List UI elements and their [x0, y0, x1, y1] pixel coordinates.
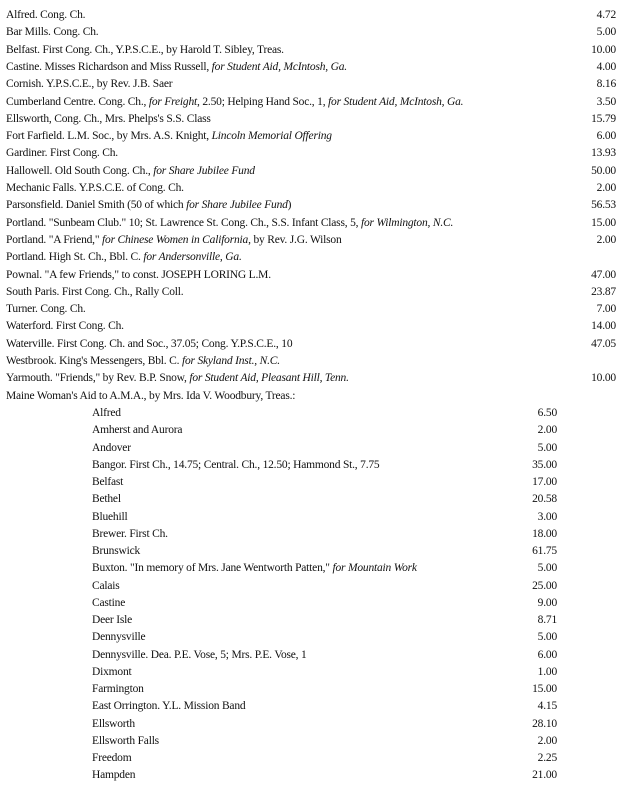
entry-segment: Bar Mills. Cong. Ch.	[6, 26, 99, 39]
entry-amount: 2.25	[537, 752, 557, 764]
entry-segment: Turner. Cong. Ch.	[6, 303, 86, 316]
entry-text	[92, 664, 132, 681]
list-item	[0, 318, 628, 335]
list-item	[0, 163, 628, 180]
entry-amount: 10.00	[591, 43, 616, 56]
list-item	[0, 215, 628, 232]
list-item	[0, 42, 628, 59]
entry-amount: 35.00	[532, 458, 557, 471]
entry-segment: )	[287, 199, 292, 212]
entry-amount: 14.00	[591, 320, 616, 333]
entry-segment: , 2.50; Helping Hand Soc., 1,	[197, 95, 329, 108]
entry-segment: Bethel	[92, 493, 121, 506]
entry-amount: 50.00	[591, 164, 616, 177]
entry-segment: Bangor. First Ch., 14.75; Central. Ch., 12.50; Hammond St., 7.75	[92, 458, 380, 471]
entry-segment: Ellsworth, Cong. Ch., Mrs. Phelps's S.S. Class	[6, 112, 211, 125]
entry-segment: Calais	[92, 579, 120, 592]
entry-text	[6, 197, 291, 214]
entry-purpose: for Student Aid, Pleasant Hill, Tenn.	[189, 372, 349, 385]
entry-purpose: for Student Aid, McIntosh, Ga.	[328, 95, 464, 108]
list-item	[0, 111, 628, 128]
entry-text	[92, 422, 182, 439]
list-item	[0, 388, 628, 405]
list-item	[0, 716, 628, 733]
list-item	[0, 733, 628, 750]
entry-segment: Fort Farfield. L.M. Soc., by Mrs. A.S. Knight,	[6, 130, 212, 143]
entry-amount: 3.50	[596, 95, 616, 108]
list-item	[0, 301, 628, 318]
entry-amount: 15.00	[532, 683, 557, 695]
entry-segment: Farmington	[92, 683, 144, 695]
entry-amount: 5.00	[537, 562, 557, 575]
entry-segment: Maine Woman's Aid to A.M.A., by Mrs. Ida V. Woodbury, Treas.:	[6, 389, 296, 402]
entry-segment: Andover	[92, 441, 131, 454]
entry-text	[92, 457, 379, 474]
list-item	[0, 647, 628, 664]
list-item	[0, 681, 628, 698]
entry-amount: 25.00	[532, 579, 557, 592]
entry-text	[6, 336, 292, 353]
entry-text	[6, 76, 172, 93]
list-item	[0, 59, 628, 76]
list-item	[0, 76, 628, 93]
entry-text	[6, 267, 271, 284]
entry-segment: Alfred. Cong. Ch.	[6, 9, 86, 21]
entry-text	[6, 215, 453, 232]
list-item	[0, 94, 628, 111]
entry-text	[6, 59, 347, 76]
list-item	[0, 543, 628, 560]
entry-amount: 4.00	[596, 60, 616, 73]
entry-amount: 1.00	[537, 665, 557, 678]
entry-text	[92, 629, 145, 646]
list-item	[0, 422, 628, 439]
entry-purpose: for Andersonville, Ga.	[143, 251, 242, 264]
entry-text	[92, 440, 131, 457]
entry-segment: Buxton. "In memory of Mrs. Jane Wentworth Patten,"	[92, 562, 333, 575]
entry-amount: 13.93	[591, 147, 616, 160]
entry-text	[6, 180, 184, 197]
entry-segment: Ellsworth Falls	[92, 734, 159, 747]
entry-text	[6, 301, 86, 318]
entry-amount: 15.79	[591, 112, 616, 125]
list-item	[0, 526, 628, 543]
entry-amount: 7.00	[596, 303, 616, 316]
entry-segment: Cumberland Centre. Cong. Ch.,	[6, 95, 149, 108]
list-item	[0, 267, 628, 284]
list-item	[0, 698, 628, 715]
entry-amount: 6.50	[537, 407, 557, 419]
entry-amount: 8.16	[596, 78, 616, 91]
entry-segment: Portland. "A Friend,"	[6, 233, 103, 246]
entry-text	[92, 750, 131, 767]
entry-purpose: for Freight	[148, 95, 198, 108]
entry-text	[6, 111, 211, 128]
list-item	[0, 197, 628, 214]
entry-amount: 9.00	[537, 596, 557, 609]
entry-text	[92, 733, 159, 750]
entry-segment: Castine. Misses Richardson and Miss Russell,	[6, 60, 212, 73]
list-item	[0, 474, 628, 491]
entry-segment: Castine	[92, 596, 126, 609]
entry-amount: 8.71	[537, 614, 557, 626]
list-item	[0, 405, 628, 422]
entry-segment: Parsonsfield. Daniel Smith (50 of which	[6, 199, 187, 212]
entry-segment: , by Rev. J.G. Wilson	[248, 233, 342, 246]
entry-amount: 23.87	[591, 285, 616, 298]
entry-segment: Waterford. First Cong. Ch.	[6, 320, 124, 333]
list-item	[0, 353, 628, 370]
list-item	[0, 232, 628, 249]
entry-text	[6, 163, 255, 180]
entry-segment: Dennysville	[92, 631, 146, 644]
entry-segment: Cornish. Y.P.S.C.E., by Rev. J.B. Saer	[6, 78, 173, 91]
entry-purpose: for Mountain Work	[332, 562, 417, 575]
entry-purpose: for Share Jubilee Fund	[186, 199, 288, 212]
entry-text	[6, 370, 349, 387]
entry-segment: Brunswick	[92, 545, 141, 557]
list-item	[0, 750, 628, 767]
entry-purpose: for Chinese Women in California	[102, 233, 249, 246]
entry-segment: Westbrook. King's Messengers, Bbl. C.	[6, 355, 182, 367]
entry-amount: 4.15	[537, 700, 557, 713]
list-item	[0, 145, 628, 162]
list-item	[0, 249, 628, 266]
entry-text	[92, 595, 125, 612]
entry-amount: 28.10	[532, 717, 557, 730]
entry-amount: 5.00	[537, 441, 557, 454]
entry-amount: 56.53	[591, 199, 616, 212]
entry-segment: Belfast. First Cong. Ch., Y.P.S.C.E., by Harold T. Sibley, Treas.	[6, 43, 284, 56]
entry-text	[6, 249, 242, 266]
list-item	[0, 767, 628, 784]
list-item	[0, 180, 628, 197]
entry-purpose: for Share Jubilee Fund	[153, 164, 255, 177]
entry-amount: 6.00	[537, 648, 557, 661]
entry-segment: Gardiner. First Cong. Ch.	[6, 147, 118, 160]
entry-text	[6, 318, 124, 335]
entry-amount: 47.05	[591, 337, 616, 350]
entry-segment: Bluehill	[92, 510, 128, 523]
entry-text	[92, 612, 132, 629]
entry-amount: 4.72	[596, 9, 616, 21]
entry-text	[6, 42, 284, 59]
entry-text	[92, 474, 123, 491]
entry-text	[92, 681, 144, 698]
list-item	[0, 370, 628, 387]
entry-segment: South Paris. First Cong. Ch., Rally Coll.	[6, 285, 184, 298]
entry-segment: Hallowell. Old South Cong. Ch.,	[6, 164, 154, 177]
list-item	[0, 128, 628, 145]
entry-text	[6, 24, 98, 41]
entry-amount: 2.00	[596, 233, 616, 246]
entry-amount: 10.00	[591, 372, 616, 385]
entry-amount: 17.00	[532, 476, 557, 488]
entry-segment: Deer Isle	[92, 614, 133, 626]
entry-purpose: for Skyland Inst., N.C.	[181, 355, 280, 367]
list-item	[0, 560, 628, 577]
entry-text	[6, 128, 332, 145]
entry-amount: 5.00	[537, 631, 557, 644]
list-item	[0, 612, 628, 629]
list-item	[0, 491, 628, 508]
entry-text	[92, 509, 127, 526]
entry-segment: Portland. "Sunbeam Club." 10; St. Lawrence St. Cong. Ch., S.S. Infant Class, 5,	[6, 216, 361, 229]
entry-text	[92, 698, 245, 715]
entry-text	[6, 284, 183, 301]
list-item	[0, 509, 628, 526]
list-item	[0, 664, 628, 681]
entry-amount: 20.58	[532, 493, 557, 506]
entry-amount: 6.00	[596, 130, 616, 143]
list-item	[0, 24, 628, 41]
list-item	[0, 7, 628, 24]
entry-amount: 2.00	[596, 182, 616, 194]
entry-segment: Ellsworth	[92, 717, 135, 730]
entry-text	[92, 405, 121, 422]
entry-text	[92, 526, 168, 543]
list-item	[0, 629, 628, 646]
entry-segment: Yarmouth. "Friends," by Rev. B.P. Snow,	[6, 372, 190, 385]
entry-segment: Portland. High St. Ch., Bbl. C.	[6, 251, 144, 264]
entry-amount: 3.00	[537, 510, 557, 523]
entry-segment: Hampden	[92, 769, 136, 782]
entry-text	[92, 543, 140, 560]
entry-text	[92, 491, 121, 508]
entry-text	[92, 716, 135, 733]
entry-text	[92, 578, 120, 595]
entry-text	[6, 388, 295, 405]
list-item	[0, 595, 628, 612]
entry-segment: Dixmont	[92, 665, 132, 678]
entry-purpose: for Student Aid, McIntosh, Ga.	[211, 60, 347, 73]
list-item	[0, 336, 628, 353]
entry-amount: 61.75	[532, 545, 557, 557]
entry-text	[6, 94, 463, 111]
entry-amount: 2.00	[537, 734, 557, 747]
entry-text	[92, 560, 417, 577]
list-item	[0, 578, 628, 595]
entry-segment: Belfast	[92, 476, 124, 488]
list-item	[0, 457, 628, 474]
entry-text	[6, 7, 85, 24]
entry-segment: Dennysville. Dea. P.E. Vose, 5; Mrs. P.E. Vose, 1	[92, 648, 307, 661]
entry-segment: East Orrington. Y.L. Mission Band	[92, 700, 246, 713]
entry-purpose: Lincoln Memorial Offering	[211, 130, 332, 143]
entry-amount: 5.00	[596, 26, 616, 39]
entry-segment: Pownal. "A few Friends," to const. JOSEPH LORING L.M.	[6, 268, 271, 281]
entry-amount: 21.00	[532, 769, 557, 782]
entry-segment: Mechanic Falls. Y.P.S.C.E. of Cong. Ch.	[6, 182, 184, 194]
entry-text	[6, 232, 342, 249]
entry-text	[6, 145, 118, 162]
entry-segment: Brewer. First Ch.	[92, 527, 168, 540]
entry-amount: 18.00	[532, 527, 557, 540]
entry-text	[92, 767, 135, 784]
entry-amount: 47.00	[591, 268, 616, 281]
entry-amount: 2.00	[537, 424, 557, 437]
entry-amount: 15.00	[591, 216, 616, 229]
entry-segment: Amherst and Aurora	[92, 424, 183, 437]
entry-segment: Waterville. First Cong. Ch. and Soc., 37.05; Cong. Y.P.S.C.E., 10	[6, 337, 293, 350]
list-item	[0, 284, 628, 301]
entry-segment: Alfred	[92, 407, 121, 419]
entry-segment: Freedom	[92, 752, 132, 764]
entry-text	[92, 647, 307, 664]
entry-purpose: for Wilmington, N.C.	[361, 216, 454, 229]
entry-text	[6, 353, 280, 370]
list-item	[0, 440, 628, 457]
